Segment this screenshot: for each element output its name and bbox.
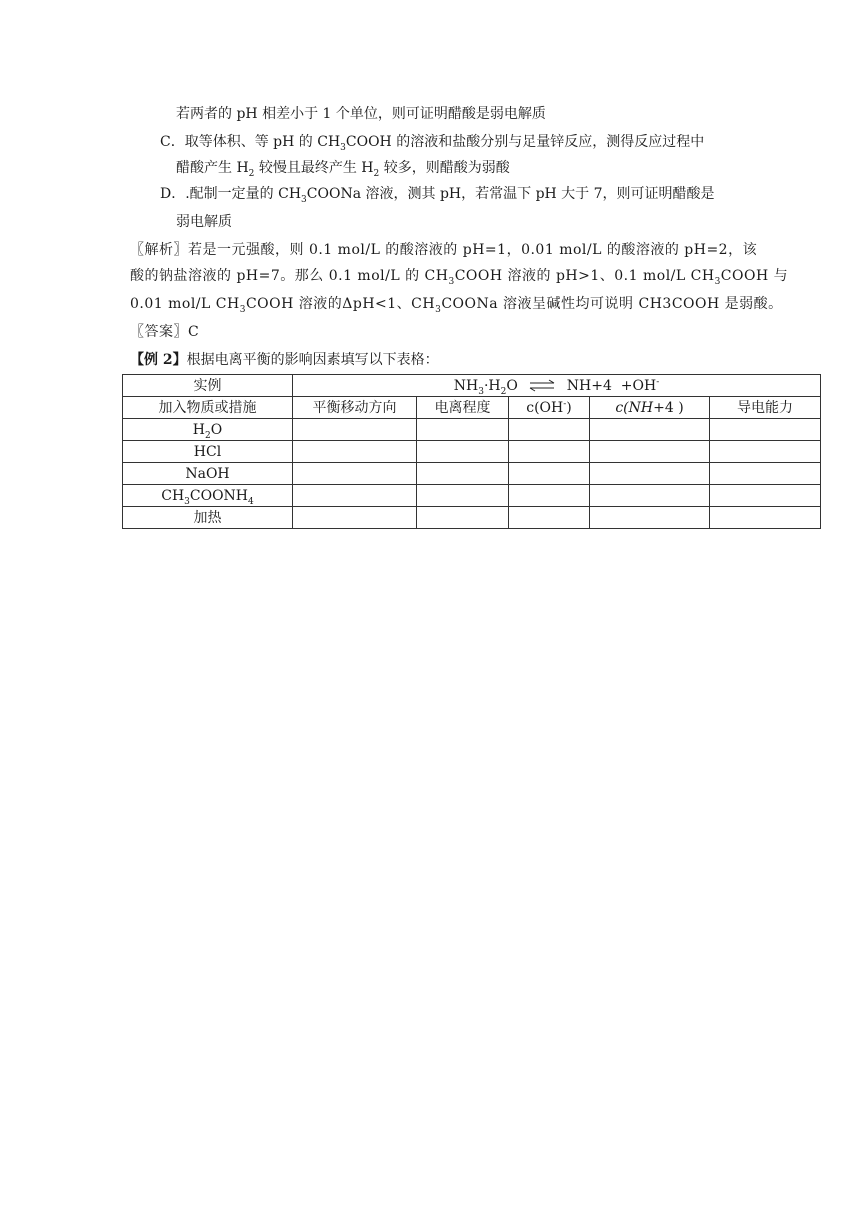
table-header-row (123, 397, 821, 419)
row-label-hcl: HCl (123, 441, 293, 463)
header-ionization-degree: 电离程度 (417, 397, 509, 419)
header-measure: 加入物质或措施 (123, 397, 293, 419)
equilibrium-arrow-icon (528, 379, 556, 393)
header-c-oh: c(OH-) (509, 397, 590, 419)
equation-cell: $NH_3\cdot H_2O$ NH+4 +OH- (293, 375, 821, 397)
ionization-table (122, 374, 821, 529)
answer-cell[interactable] (710, 485, 821, 507)
answer-cell[interactable] (293, 441, 417, 463)
answer-cell[interactable] (417, 507, 509, 529)
table-row (123, 485, 821, 507)
answer-cell[interactable] (417, 441, 509, 463)
answer-cell[interactable] (509, 419, 590, 441)
table-row-equation (123, 375, 821, 397)
answer-cell[interactable] (509, 441, 590, 463)
header-shift-direction: 平衡移动方向 (293, 397, 417, 419)
answer-cell[interactable] (417, 419, 509, 441)
analysis-line-1: 〖解析〗若是一元强酸，则 0.1 mol/L 的酸溶液的 pH=1，0.01 mol/L 的酸溶液的 pH=2，该 (130, 242, 758, 258)
header-conductivity: 导电能力 (710, 397, 821, 419)
answer-cell[interactable] (509, 507, 590, 529)
answer-cell[interactable] (590, 419, 710, 441)
answer-cell[interactable] (710, 441, 821, 463)
option-c-continuation: 醋酸产生 $H_2$ 较慢且最终产生 $H_2$ 较多，则醋酸为弱酸 (176, 160, 510, 179)
row-label-ch3coonh4: $CH_3COONH_4$ (123, 485, 293, 507)
row-label-h2o: $H_2O$ (123, 419, 293, 441)
answer-cell[interactable] (710, 463, 821, 485)
analysis-line-2: 酸的钠盐溶液的 pH=7。那么 0.1 mol/L 的 $CH_3COOH$ 溶液的 pH>1、0.1 mol/L $CH_3COOH$ 与 (130, 268, 789, 287)
answer-cell[interactable] (417, 463, 509, 485)
example-2-heading: 【例 2】根据电离平衡的影响因素填写以下表格： (130, 352, 439, 368)
answer-cell[interactable] (590, 463, 710, 485)
answer-cell[interactable] (710, 507, 821, 529)
table-row (123, 441, 821, 463)
table-row (123, 419, 821, 441)
option-b-continuation: 若两者的 pH 相差小于 1 个单位，则可证明醋酸是弱电解质 (176, 106, 546, 122)
answer-cell[interactable] (590, 441, 710, 463)
option-c: C．取等体积、等 pH 的 $CH_3COOH$ 的溶液和盐酸分别与足量锌反应，测得反应过程中 (160, 134, 705, 153)
option-d-continuation: 弱电解质 (176, 214, 232, 230)
answer-cell[interactable] (509, 485, 590, 507)
table-row (123, 463, 821, 485)
header-c-nh4: c(NH+4 ) (590, 397, 710, 419)
answer-line: 〖答案〗C (130, 324, 200, 340)
example-label-cell: 实例 (123, 375, 293, 397)
answer-cell[interactable] (293, 419, 417, 441)
answer-cell[interactable] (417, 485, 509, 507)
answer-cell[interactable] (293, 463, 417, 485)
row-label-heating: 加热 (123, 507, 293, 529)
option-d: D．.配制一定量的 $CH_3COONa$ 溶液，测其 pH，若常温下 pH 大于 7，则可证明醋酸是 (160, 186, 715, 205)
answer-cell[interactable] (509, 463, 590, 485)
answer-cell[interactable] (293, 485, 417, 507)
table-row (123, 507, 821, 529)
analysis-line-3: 0.01 mol/L $CH_3COOH$ 溶液的ΔpH<1、$CH_3COONa$ 溶液呈碱性均可说明 CH3COOH 是弱酸。 (130, 296, 783, 315)
answer-cell[interactable] (710, 419, 821, 441)
answer-cell[interactable] (590, 507, 710, 529)
answer-cell[interactable] (590, 485, 710, 507)
row-label-naoh: NaOH (123, 463, 293, 485)
answer-cell[interactable] (293, 507, 417, 529)
